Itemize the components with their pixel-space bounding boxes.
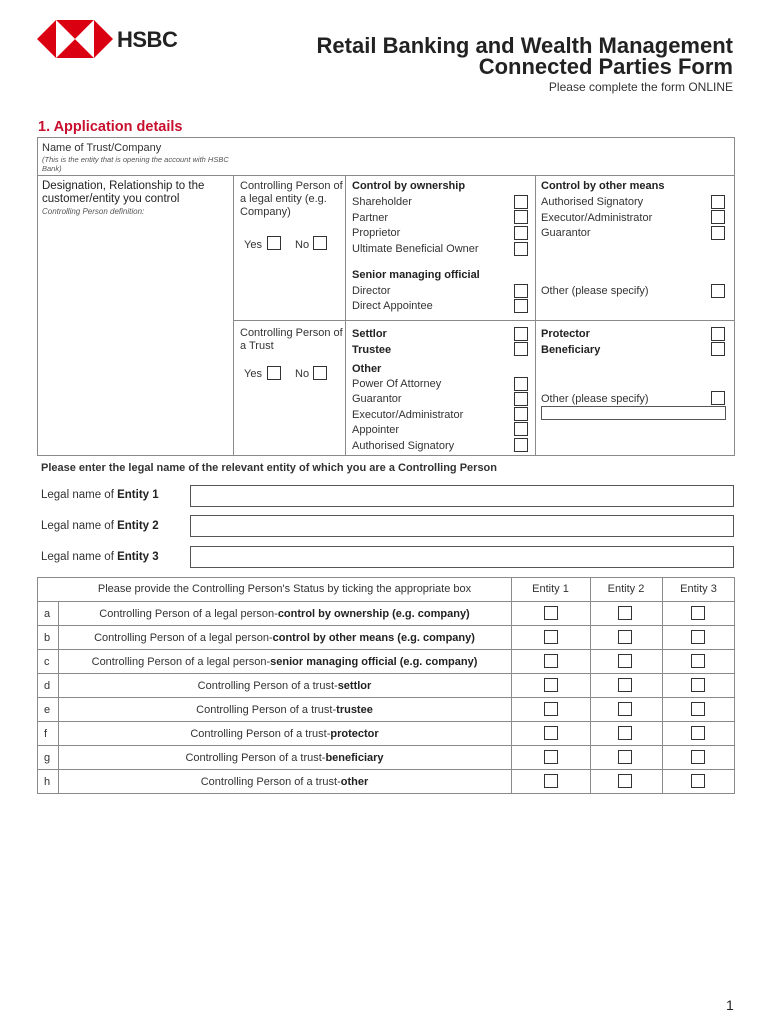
trust-label: Controlling Person of a Trust [240, 327, 343, 352]
senior-heading: Senior managing official [352, 269, 480, 281]
trustee-label: Trustee [352, 344, 392, 356]
row-a-entity-2-checkbox[interactable] [618, 606, 632, 620]
trustee-checkbox[interactable] [514, 342, 528, 356]
row-description [58, 607, 511, 621]
other-means-item: Authorised Signatory [541, 196, 644, 208]
row-g-entity-3-checkbox[interactable] [691, 750, 705, 764]
row-text-bold: beneficiary [325, 752, 384, 764]
divider [233, 320, 735, 321]
name-field-label: Name of Trust/Company [42, 142, 162, 154]
row-text-bold: control by ownership (e.g. company) [277, 608, 470, 620]
trust-yes-label: Yes [244, 368, 262, 380]
appointer-checkbox[interactable] [514, 422, 528, 436]
row-letter: c [44, 656, 50, 668]
designation-note: Controlling Person definition: [42, 207, 145, 216]
column-header-entity-1: Entity 1 [532, 583, 569, 595]
executor-checkbox[interactable] [711, 210, 725, 224]
row-g-entity-1-checkbox[interactable] [544, 750, 558, 764]
divider [37, 697, 735, 698]
row-text-bold: settlor [337, 680, 372, 692]
column-header-entity-3: Entity 3 [680, 583, 717, 595]
divider [345, 175, 346, 456]
ownership-item: Shareholder [352, 196, 412, 208]
other-means-item: Executor/Administrator [541, 212, 653, 224]
beneficiary-label: Beneficiary [541, 344, 601, 356]
brand-name: HSBC [117, 27, 178, 52]
status-table-header: Please provide the Controlling Person's Status by ticking the appropriate box [97, 583, 472, 595]
row-description [58, 631, 511, 645]
row-text: Controlling Person of a trust- [196, 704, 337, 716]
trust-other-specify-checkbox[interactable] [711, 391, 725, 405]
ubo-checkbox[interactable] [514, 242, 528, 256]
row-description [58, 679, 511, 693]
legal-name-label-1: Legal name of Entity 1 [41, 489, 159, 501]
legal-entity-no-checkbox[interactable] [313, 236, 327, 250]
hsbc-logo [37, 20, 117, 58]
legal-entity-label: Controlling Person of a legal entity (e.g. Company) [240, 180, 343, 218]
page-title-line1: Retail Banking and Wealth Management [316, 33, 733, 58]
row-h-entity-1-checkbox[interactable] [544, 774, 558, 788]
divider [37, 625, 735, 626]
row-letter: h [44, 776, 51, 788]
divider [37, 175, 735, 176]
row-text: Controlling Person of a trust- [197, 680, 338, 692]
other-means-item: Guarantor [541, 227, 591, 239]
trust-other-item: Appointer [352, 424, 400, 436]
trust-no-label: No [295, 368, 310, 380]
senior-item: Direct Appointee [352, 300, 433, 312]
hsbc-hexagon-icon [37, 20, 113, 58]
senior-item: Director [352, 285, 391, 297]
row-text-bold: protector [330, 728, 379, 740]
settlor-label: Settlor [352, 328, 387, 340]
divider [590, 577, 591, 794]
divider [662, 577, 663, 794]
trust-other-heading: Other [352, 363, 382, 375]
page-number: 1 [726, 997, 734, 1013]
legal-name-entity-1-input[interactable] [190, 485, 734, 507]
row-c-entity-2-checkbox[interactable] [618, 654, 632, 668]
row-text-bold: senior managing official (e.g. company) [270, 656, 478, 668]
row-text-bold: other [340, 776, 369, 788]
trust-no-checkbox[interactable] [313, 366, 327, 380]
legal-other-specify-label: Other (please specify) [541, 285, 649, 297]
name-of-trust-input[interactable] [236, 140, 732, 172]
director-checkbox[interactable] [514, 284, 528, 298]
divider [37, 673, 735, 674]
row-text: Controlling Person of a legal person- [94, 632, 273, 644]
trust-other-specify-input[interactable] [541, 406, 726, 420]
trust-yes-checkbox[interactable] [267, 366, 281, 380]
trust-other-specify-label: Other (please specify) [541, 393, 649, 405]
guarantor-checkbox[interactable] [711, 226, 725, 240]
row-description [58, 775, 511, 789]
row-letter: g [44, 752, 51, 764]
protector-label: Protector [541, 328, 590, 340]
row-d-entity-3-checkbox[interactable] [691, 678, 705, 692]
row-text: Controlling Person of a legal person- [99, 608, 278, 620]
authorised-signatory-checkbox[interactable] [711, 195, 725, 209]
direct-appointee-checkbox[interactable] [514, 299, 528, 313]
row-c-entity-3-checkbox[interactable] [691, 654, 705, 668]
row-g-entity-2-checkbox[interactable] [618, 750, 632, 764]
partner-checkbox[interactable] [514, 210, 528, 224]
legal-other-specify-checkbox[interactable] [711, 284, 725, 298]
other-means-heading: Control by other means [541, 180, 665, 192]
trust-executor-checkbox[interactable] [514, 407, 528, 421]
row-b-entity-2-checkbox[interactable] [618, 630, 632, 644]
legal-name-label-2: Legal name of Entity 2 [41, 520, 159, 532]
settlor-checkbox[interactable] [514, 327, 528, 341]
row-text: Controlling Person of a trust- [185, 752, 326, 764]
row-h-entity-3-checkbox[interactable] [691, 774, 705, 788]
trust-other-item: Authorised Signatory [352, 440, 455, 452]
row-description [58, 703, 511, 717]
legal-name-entity-3-input[interactable] [190, 546, 734, 568]
legal-names-instruction: Please enter the legal name of the relevant entity of which you are a Controlling Person [41, 462, 498, 474]
row-letter: a [44, 608, 51, 620]
page-title-line2: Connected Parties Form [478, 54, 733, 79]
beneficiary-checkbox[interactable] [711, 342, 725, 356]
proprietor-checkbox[interactable] [514, 226, 528, 240]
row-a-entity-3-checkbox[interactable] [691, 606, 705, 620]
divider [233, 175, 234, 456]
divider [37, 601, 735, 602]
row-e-entity-3-checkbox[interactable] [691, 702, 705, 716]
divider [37, 649, 735, 650]
row-letter: f [44, 728, 48, 740]
ownership-item: Ultimate Beneficial Owner [352, 243, 479, 255]
divider [511, 577, 512, 794]
row-letter: e [44, 704, 51, 716]
divider [37, 745, 735, 746]
row-h-entity-2-checkbox[interactable] [618, 774, 632, 788]
row-letter: b [44, 632, 51, 644]
row-c-entity-1-checkbox[interactable] [544, 654, 558, 668]
row-description [58, 655, 511, 669]
trust-other-item: Power Of Attorney [352, 378, 442, 390]
protector-checkbox[interactable] [711, 327, 725, 341]
divider [535, 175, 536, 456]
row-b-entity-3-checkbox[interactable] [691, 630, 705, 644]
legal-entity-yes-checkbox[interactable] [267, 236, 281, 250]
trust-guarantor-checkbox[interactable] [514, 392, 528, 406]
row-letter: d [44, 680, 51, 692]
power-of-attorney-checkbox[interactable] [514, 377, 528, 391]
legal-entity-no-label: No [295, 239, 310, 251]
ownership-heading: Control by ownership [352, 180, 466, 192]
trust-other-item: Guarantor [352, 393, 402, 405]
row-description [58, 727, 511, 741]
row-e-entity-2-checkbox[interactable] [618, 702, 632, 716]
row-a-entity-1-checkbox[interactable] [544, 606, 558, 620]
row-description [58, 751, 511, 765]
divider [37, 721, 735, 722]
row-f-entity-3-checkbox[interactable] [691, 726, 705, 740]
legal-name-label-3: Legal name of Entity 3 [41, 551, 159, 563]
shareholder-checkbox[interactable] [514, 195, 528, 209]
legal-name-entity-2-input[interactable] [190, 515, 734, 537]
row-text: Controlling Person of a trust- [190, 728, 331, 740]
row-d-entity-1-checkbox[interactable] [544, 678, 558, 692]
section-heading: 1. Application details [38, 119, 183, 135]
row-d-entity-2-checkbox[interactable] [618, 678, 632, 692]
ownership-item: Partner [352, 212, 389, 224]
column-header-entity-2: Entity 2 [607, 583, 645, 595]
designation-label: Designation, Relationship to the customer/entity you control [42, 180, 205, 205]
row-text: Controlling Person of a legal person- [91, 656, 271, 668]
page-subtitle: Please complete the form ONLINE [548, 80, 733, 94]
row-f-entity-2-checkbox[interactable] [618, 726, 632, 740]
ownership-item: Proprietor [352, 227, 401, 239]
trust-authorised-signatory-checkbox[interactable] [514, 438, 528, 452]
name-field-note: (This is the entity that is opening the account with HSBC Bank) [42, 155, 229, 173]
row-e-entity-1-checkbox[interactable] [544, 702, 558, 716]
row-text: Controlling Person of a trust- [200, 776, 341, 788]
trust-other-item: Executor/Administrator [352, 409, 464, 421]
row-text-bold: trustee [336, 704, 373, 716]
row-f-entity-1-checkbox[interactable] [544, 726, 558, 740]
legal-entity-yes-label: Yes [244, 239, 262, 251]
row-text-bold: control by other means (e.g. company) [272, 632, 475, 644]
row-b-entity-1-checkbox[interactable] [544, 630, 558, 644]
divider [37, 769, 735, 770]
